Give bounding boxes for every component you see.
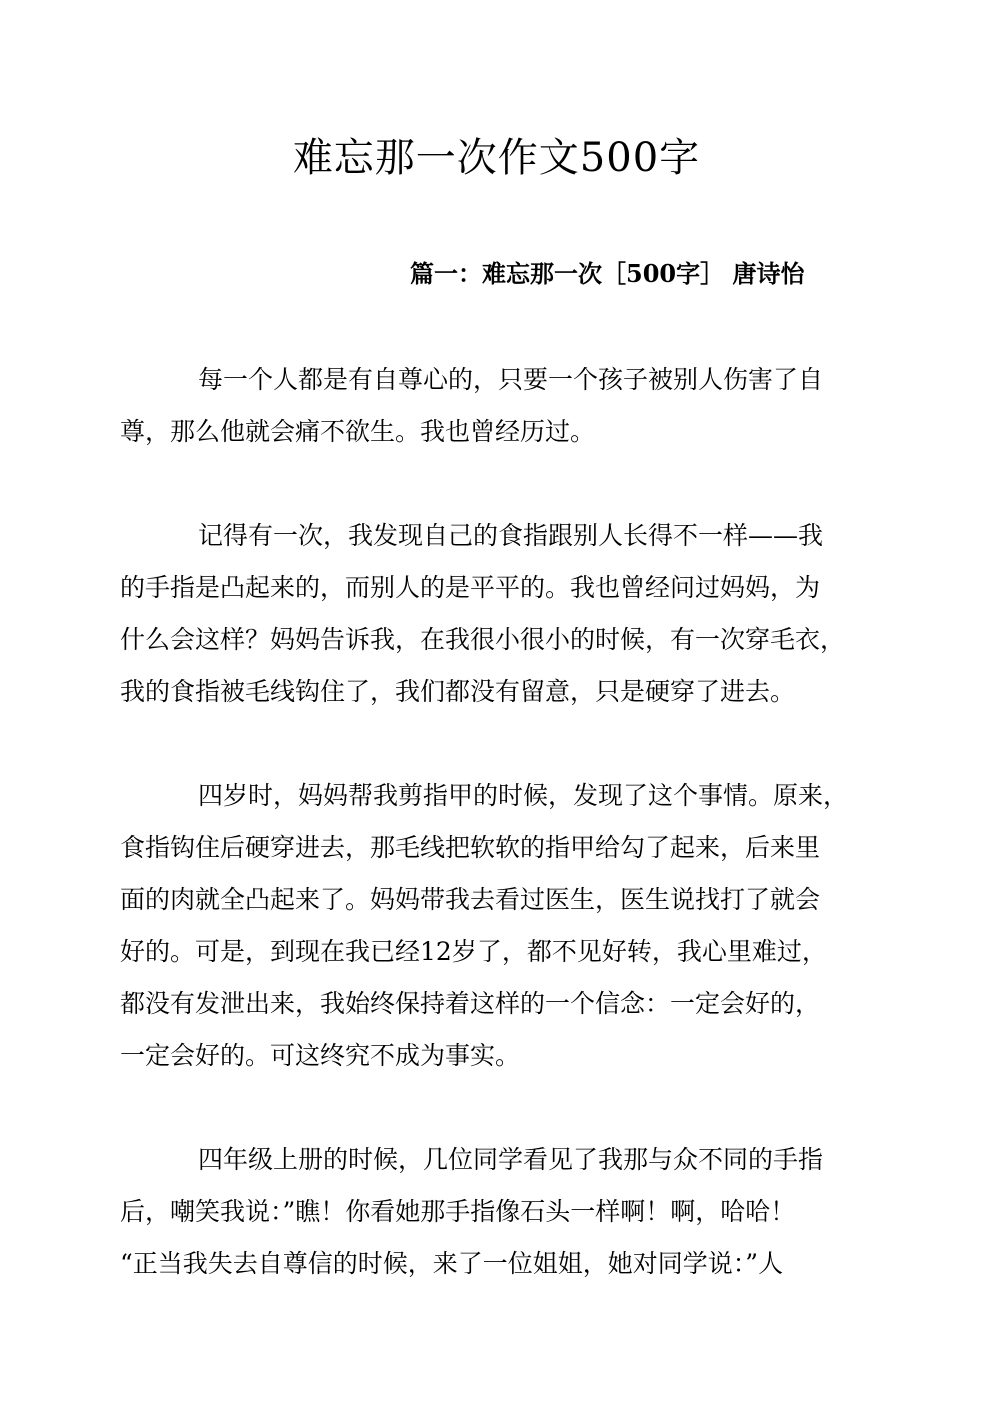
paragraph-line: 一定会好的。可这终究不成为事实。 xyxy=(120,1041,521,1070)
paragraph-line: “正当我失去自尊信的时候，来了一位姐姐，她对同学说：”人 xyxy=(120,1249,784,1278)
paragraph-line: 每一个人都是有自尊心的，只要一个孩子被别人伤害了自 xyxy=(198,365,824,394)
paragraph-line: 的手指是凸起来的，而别人的是平平的。我也曾经问过妈妈，为 xyxy=(120,573,821,602)
paragraph-line: 食指钩住后硬穿进去，那毛线把软软的指甲给勾了起来，后来里 xyxy=(120,833,821,862)
paragraph-line: 我的食指被毛线钩住了，我们都没有留意，只是硬穿了进去。 xyxy=(120,677,796,706)
paragraph-line: 什么会这样？妈妈告诉我，在我很小很小的时候，有一次穿毛衣， xyxy=(120,625,846,654)
paragraph-line: 尊，那么他就会痛不欲生。我也曾经历过。 xyxy=(120,417,596,446)
paragraph-line: 记得有一次，我发现自己的食指跟别人长得不一样——我 xyxy=(198,521,824,550)
paragraph-line: 四岁时，妈妈帮我剪指甲的时候，发现了这个事情。原来， xyxy=(198,781,849,810)
document-subtitle: 篇一：难忘那一次［500字］ 唐诗怡 xyxy=(410,259,805,288)
paragraph-line: 四年级上册的时候，几位同学看见了我那与众不同的手指 xyxy=(198,1145,824,1174)
paragraph-3 xyxy=(120,770,880,1082)
paragraph-line: 都没有发泄出来，我始终保持着这样的一个信念：一定会好的， xyxy=(120,989,821,1018)
paragraph-line: 后，嘲笑我说：”瞧！你看她那手指像石头一样啊！啊，哈哈！ xyxy=(120,1197,796,1226)
paragraph-1 xyxy=(120,354,880,458)
paragraph-line: 好的。可是，到现在我已经12岁了，都不见好转，我心里难过， xyxy=(120,937,827,966)
paragraph-line: 面的肉就全凸起来了。妈妈带我去看过医生，医生说找打了就会 xyxy=(120,885,821,914)
paragraph-4 xyxy=(120,1134,880,1290)
paragraph-2 xyxy=(120,510,880,718)
document-title: 难忘那一次作文500字 xyxy=(292,135,701,181)
